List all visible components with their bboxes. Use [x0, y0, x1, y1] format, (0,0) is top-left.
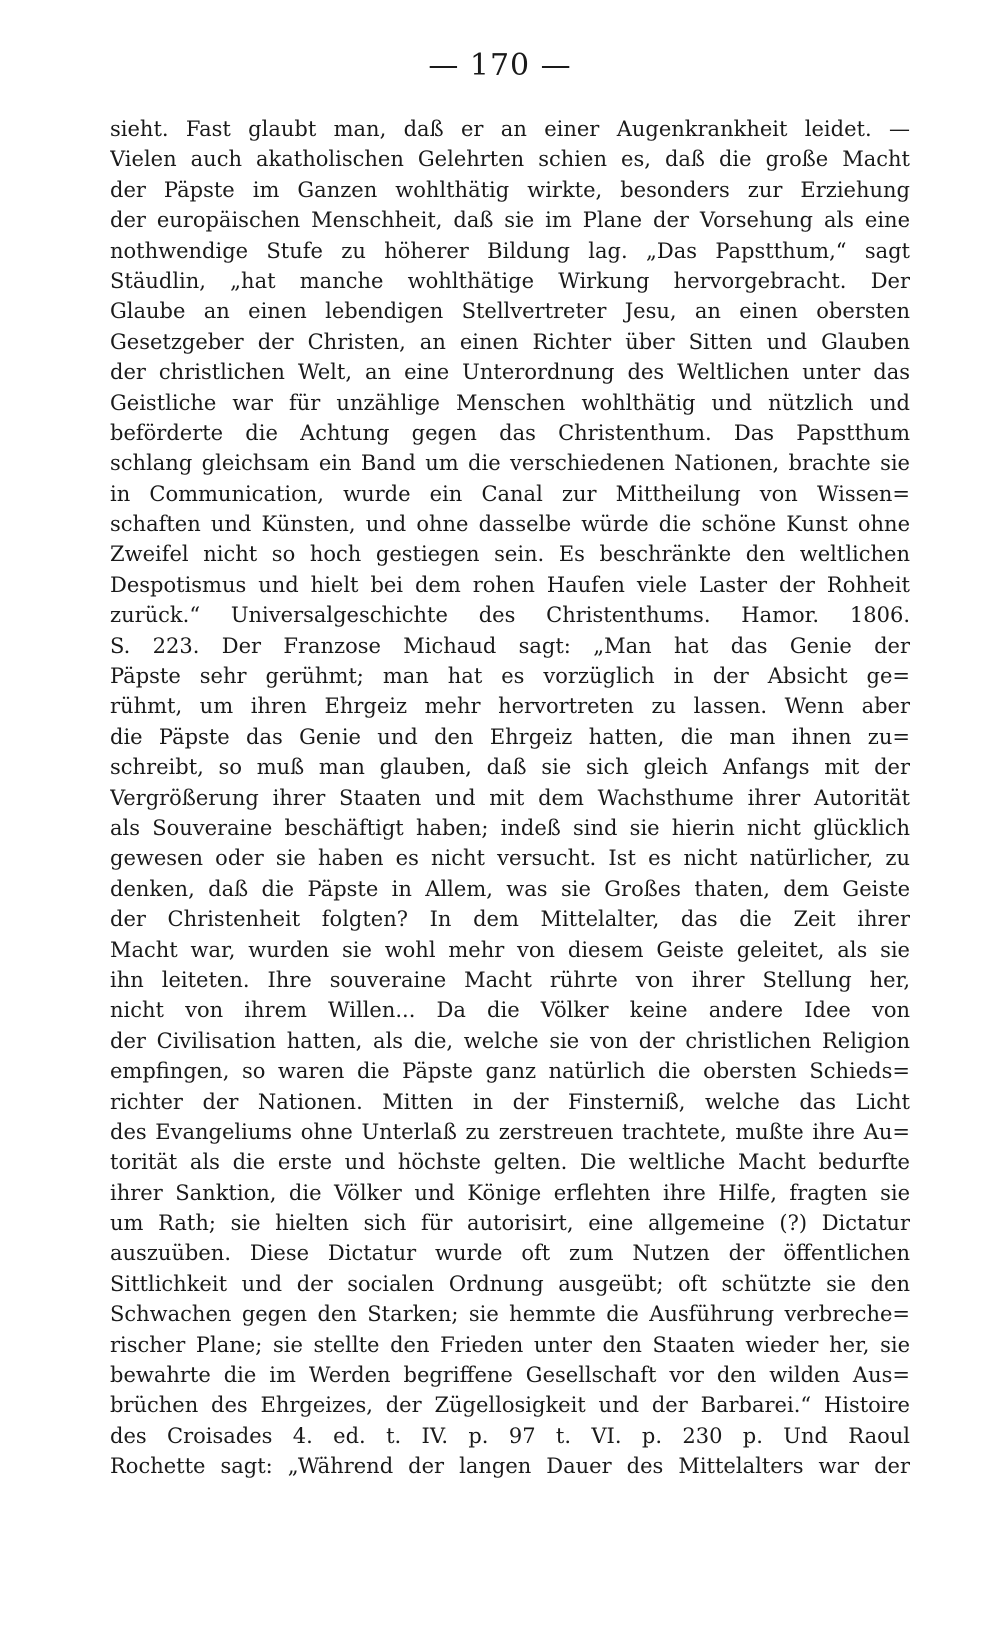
- text-line: um Rath; sie hielten sich für autorisirt, eine allgemeine (?) Dictatur: [110, 1211, 910, 1236]
- page-number: — 170 —: [428, 48, 572, 83]
- text-line: die Päpste das Genie und den Ehrgeiz hatten, die man ihnen zu=: [110, 724, 910, 749]
- text-line: beförderte die Achtung gegen das Christenthum. Das Papstthum: [110, 420, 910, 445]
- text-line: brüchen des Ehrgeizes, der Zügellosigkeit und der Barbarei.“ Histoire: [110, 1393, 910, 1418]
- text-line: Schwachen gegen den Starken; sie hemmte die Ausführung verbreche=: [110, 1302, 910, 1327]
- text-line: nothwendige Stufe zu höherer Bildung lag. „Das Papstthum,“ sagt: [110, 238, 910, 263]
- text-line: nicht von ihrem Willen... Da die Völker keine andere Idee von: [110, 998, 910, 1023]
- text-line: Sittlichkeit und der socialen Ordnung ausgeübt; oft schützte sie den: [110, 1271, 910, 1296]
- text-line: bewahrte die im Werden begriffene Gesellschaft vor den wilden Aus=: [110, 1363, 910, 1388]
- text-line: ihn leiteten. Ihre souveraine Macht rührte von ihrer Stellung her,: [110, 967, 910, 992]
- text-line: der Christenheit folgten? In dem Mittelalter, das die Zeit ihrer: [110, 907, 910, 932]
- text-line: Glaube an einen lebendigen Stellvertreter Jesu, an einen obersten: [110, 299, 910, 324]
- text-line: Macht war, wurden sie wohl mehr von diesem Geiste geleitet, als sie: [110, 937, 910, 962]
- text-line: schlang gleichsam ein Band um die verschiedenen Nationen, brachte sie: [110, 451, 910, 476]
- text-line: des Evangeliums ohne Unterlaß zu zerstreuen trachtete, mußte ihre Au=: [110, 1119, 910, 1144]
- text-line: der europäischen Menschheit, daß sie im Plane der Vorsehung als eine: [110, 208, 910, 233]
- text-line: der Päpste im Ganzen wohlthätig wirkte, besonders zur Erziehung: [110, 177, 910, 202]
- text-line: gewesen oder sie haben es nicht versucht. Ist es nicht natürlicher, zu: [110, 846, 910, 871]
- text-line: in Communication, wurde ein Canal zur Mittheilung von Wissen=: [110, 481, 910, 506]
- text-line: denken, daß die Päpste in Allem, was sie Großes thaten, dem Geiste: [110, 876, 910, 901]
- text-line: Geistliche war für unzählige Menschen wohlthätig und nützlich und: [110, 390, 910, 415]
- text-line: ihrer Sanktion, die Völker und Könige erflehten ihre Hilfe, fragten sie: [110, 1180, 910, 1205]
- text-line: sieht. Fast glaubt man, daß er an einer Augenkrankheit leidet. —: [110, 117, 910, 141]
- text-line: schreibt, so muß man glauben, daß sie sich gleich Anfangs mit der: [110, 755, 910, 780]
- text-line: Despotismus und hielt bei dem rohen Haufen viele Laster der Rohheit: [110, 572, 910, 597]
- text-line: Zweifel nicht so hoch gestiegen sein. Es beschränkte den weltlichen: [110, 542, 910, 567]
- text-line: Vergrößerung ihrer Staaten und mit dem Wachsthume ihrer Autorität: [110, 785, 910, 810]
- text-line: auszuüben. Diese Dictatur wurde oft zum Nutzen der öffentlichen: [110, 1241, 910, 1266]
- text-line: der Civilisation hatten, als die, welche sie von der christlichen Religion: [110, 1028, 910, 1053]
- text-line: empfingen, so waren die Päpste ganz natürlich die obersten Schieds=: [110, 1059, 910, 1084]
- text-line: torität als die erste und höchste gelten. Die weltliche Macht bedurfte: [110, 1150, 910, 1175]
- text-line: Vielen auch akatholischen Gelehrten schien es, daß die große Macht: [110, 147, 910, 172]
- text-line: des Croisades 4. ed. t. IV. p. 97 t. VI. p. 230 p. Und Raoul: [110, 1423, 910, 1448]
- text-line: rühmt, um ihren Ehrgeiz mehr hervortreten zu lassen. Wenn aber: [110, 694, 910, 719]
- text-line: der christlichen Welt, an eine Unterordnung des Weltlichen unter das: [110, 360, 910, 385]
- text-line: schaften und Künsten, und ohne dasselbe würde die schöne Kunst ohne: [110, 512, 910, 537]
- text-line: S. 223. Der Franzose Michaud sagt: „Man hat das Genie der: [110, 633, 910, 658]
- text-line: Rochette sagt: „Während der langen Dauer des Mittelalters war der: [110, 1454, 910, 1479]
- text-line: als Souveraine beschäftigt haben; indeß sind sie hierin nicht glücklich: [110, 815, 910, 840]
- text-line: richter der Nationen. Mitten in der Finsterniß, welche das Licht: [110, 1089, 910, 1114]
- text-line: Stäudlin, „hat manche wohlthätige Wirkung hervorgebracht. Der: [110, 268, 910, 293]
- text-line: Gesetzgeber der Christen, an einen Richter über Sitten und Glauben: [110, 329, 910, 354]
- text-line: zurück.“ Universalgeschichte des Christenthums. Hamor. 1806.: [110, 603, 910, 628]
- text-line: rischer Plane; sie stellte den Frieden unter den Staaten wieder her, sie: [110, 1332, 910, 1357]
- body-text: [110, 114, 910, 1482]
- text-line: Päpste sehr gerühmt; man hat es vorzüglich in der Absicht ge=: [110, 664, 910, 689]
